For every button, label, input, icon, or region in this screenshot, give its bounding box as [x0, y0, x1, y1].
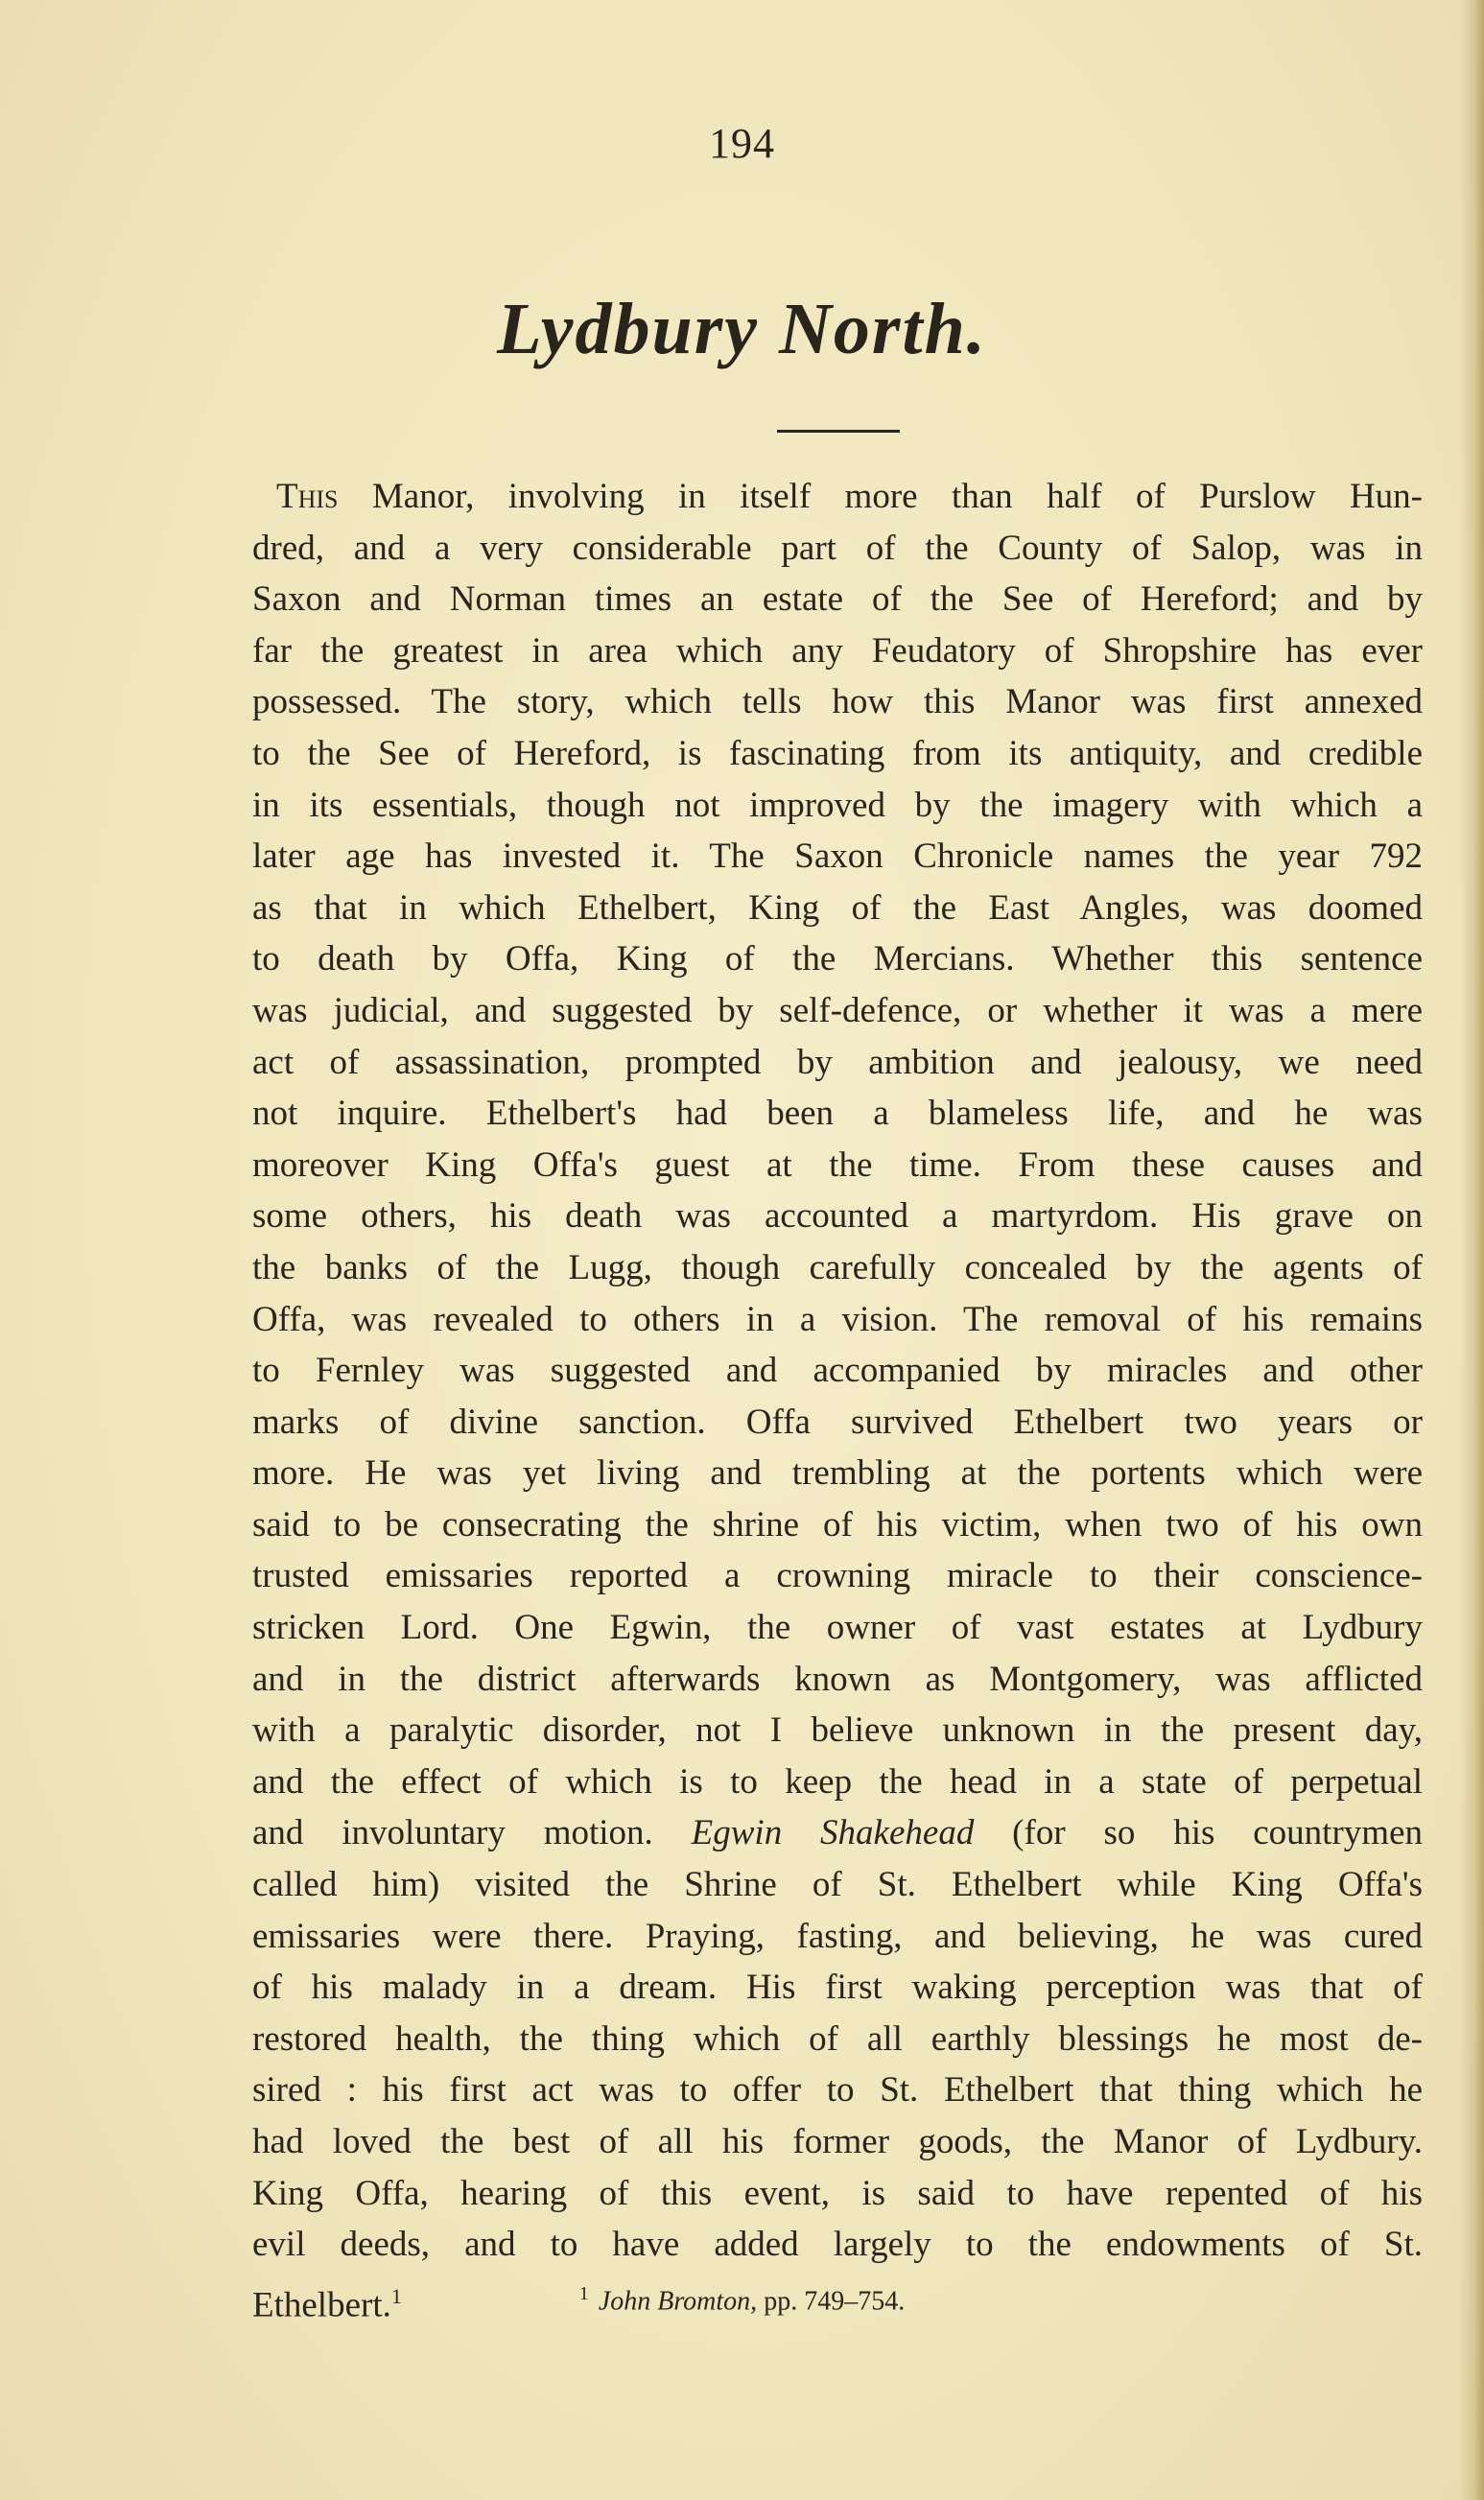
page-edge — [1459, 0, 1484, 2500]
text-line: the banks of the Lugg, though carefully concealed by the agents of — [252, 1247, 1423, 1287]
title-rule — [777, 430, 900, 433]
footnote — [0, 2283, 1484, 2317]
text-line: dred, and a very considerable part of the County of Salop, was in — [252, 528, 1423, 568]
text-line: This Manor, involving in itself more than half of Purslow Hun- — [276, 477, 1423, 516]
text-line: some others, his death was accounted a martyrdom. His grave on — [252, 1196, 1423, 1237]
text-line: later age has invested it. The Saxon Chronicle names the year 792 — [252, 837, 1423, 877]
footnote-reference: 1 — [390, 2283, 402, 2308]
text-line: to Fernley was suggested and accompanied by miracles and other — [252, 1351, 1423, 1391]
text-line: more. He was yet living and trembling at the portents which were — [252, 1453, 1423, 1494]
text-line: stricken Lord. One Egwin, the owner of vast estates at Lydbury — [252, 1608, 1423, 1648]
text-line: and in the district afterwards known as Montgomery, was afflicted — [252, 1659, 1423, 1699]
text-line: to death by Offa, King of the Mercians. Whether this sentence — [252, 939, 1423, 979]
text-line: of his malady in a dream. His first waking perception was that of — [252, 1968, 1423, 2008]
footnote-pages: pp. 749–754. — [757, 2286, 906, 2317]
text-line: had loved the best of all his former goods, the Manor of Lydbury. — [252, 2122, 1423, 2161]
body-text — [252, 471, 1423, 2331]
text-line: to the See of Hereford, is fascinating from its antiquity, and credible — [252, 733, 1423, 773]
text-line: moreover King Offa's guest at the time. From these causes and — [252, 1144, 1423, 1185]
text-line: marks of divine sanction. Offa survived Ethelbert two years or — [252, 1402, 1423, 1442]
text-line: called him) visited the Shrine of St. Ethelbert while King Offa's — [252, 1865, 1423, 1905]
text-line: act of assassination, prompted by ambition and jealousy, we need — [252, 1042, 1423, 1082]
text-line: as that in which Ethelbert, King of the East Angles, was doomed — [252, 887, 1423, 928]
text-line: far the greatest in area which any Feudatory of Shropshire has ever — [252, 630, 1423, 671]
text-line: not inquire. Ethelbert's had been a blameless life, and he was — [252, 1094, 1423, 1134]
italic-name: Egwin Shakehead — [691, 1813, 975, 1853]
text-line: with a paralytic disorder, not I believe unknown in the present day, — [252, 1710, 1423, 1751]
text-line: and the effect of which is to keep the head in a state of perpetual — [252, 1761, 1423, 1802]
text-line: and involuntary motion. Egwin Shakehead (for so his countrymen — [252, 1813, 1423, 1853]
text-line: said to be consecrating the shrine of his victim, when two of his own — [252, 1504, 1423, 1545]
text-line: Ethelbert.$^1$ — [252, 2283, 402, 2325]
opening-word: This — [276, 477, 339, 516]
text-line: trusted emissaries reported a crowning miracle to their conscience- — [252, 1556, 1423, 1596]
footnote-marker: 1 — [578, 2283, 589, 2304]
text-line: Offa, was revealed to others in a vision. The removal of his remains — [252, 1299, 1423, 1339]
page-number: 194 — [709, 120, 775, 167]
text-line: Saxon and Norman times an estate of the See of Hereford; and by — [252, 579, 1423, 620]
text-line: emissaries were there. Praying, fasting, and believing, he was cured — [252, 1916, 1423, 1956]
text-line: King Offa, hearing of this event, is said to have repented of his — [252, 2173, 1423, 2213]
text-line: restored health, the thing which of all earthly blessings he most de- — [252, 2018, 1423, 2059]
footnote-author: John Bromton, — [598, 2286, 758, 2317]
text-line: was judicial, and suggested by self-defence, or whether it was a mere — [252, 990, 1423, 1030]
text-line: evil deeds, and to have added largely to the endowments of St. — [252, 2225, 1423, 2265]
text-line: sired : his first act was to offer to St. Ethelbert that thing which he — [252, 2070, 1423, 2111]
text-line: in its essentials, though not improved by the imagery with which a — [252, 785, 1423, 825]
page-title: Lydbury North. — [497, 289, 987, 369]
text-line: possessed. The story, which tells how this Manor was first annexed — [252, 682, 1423, 722]
